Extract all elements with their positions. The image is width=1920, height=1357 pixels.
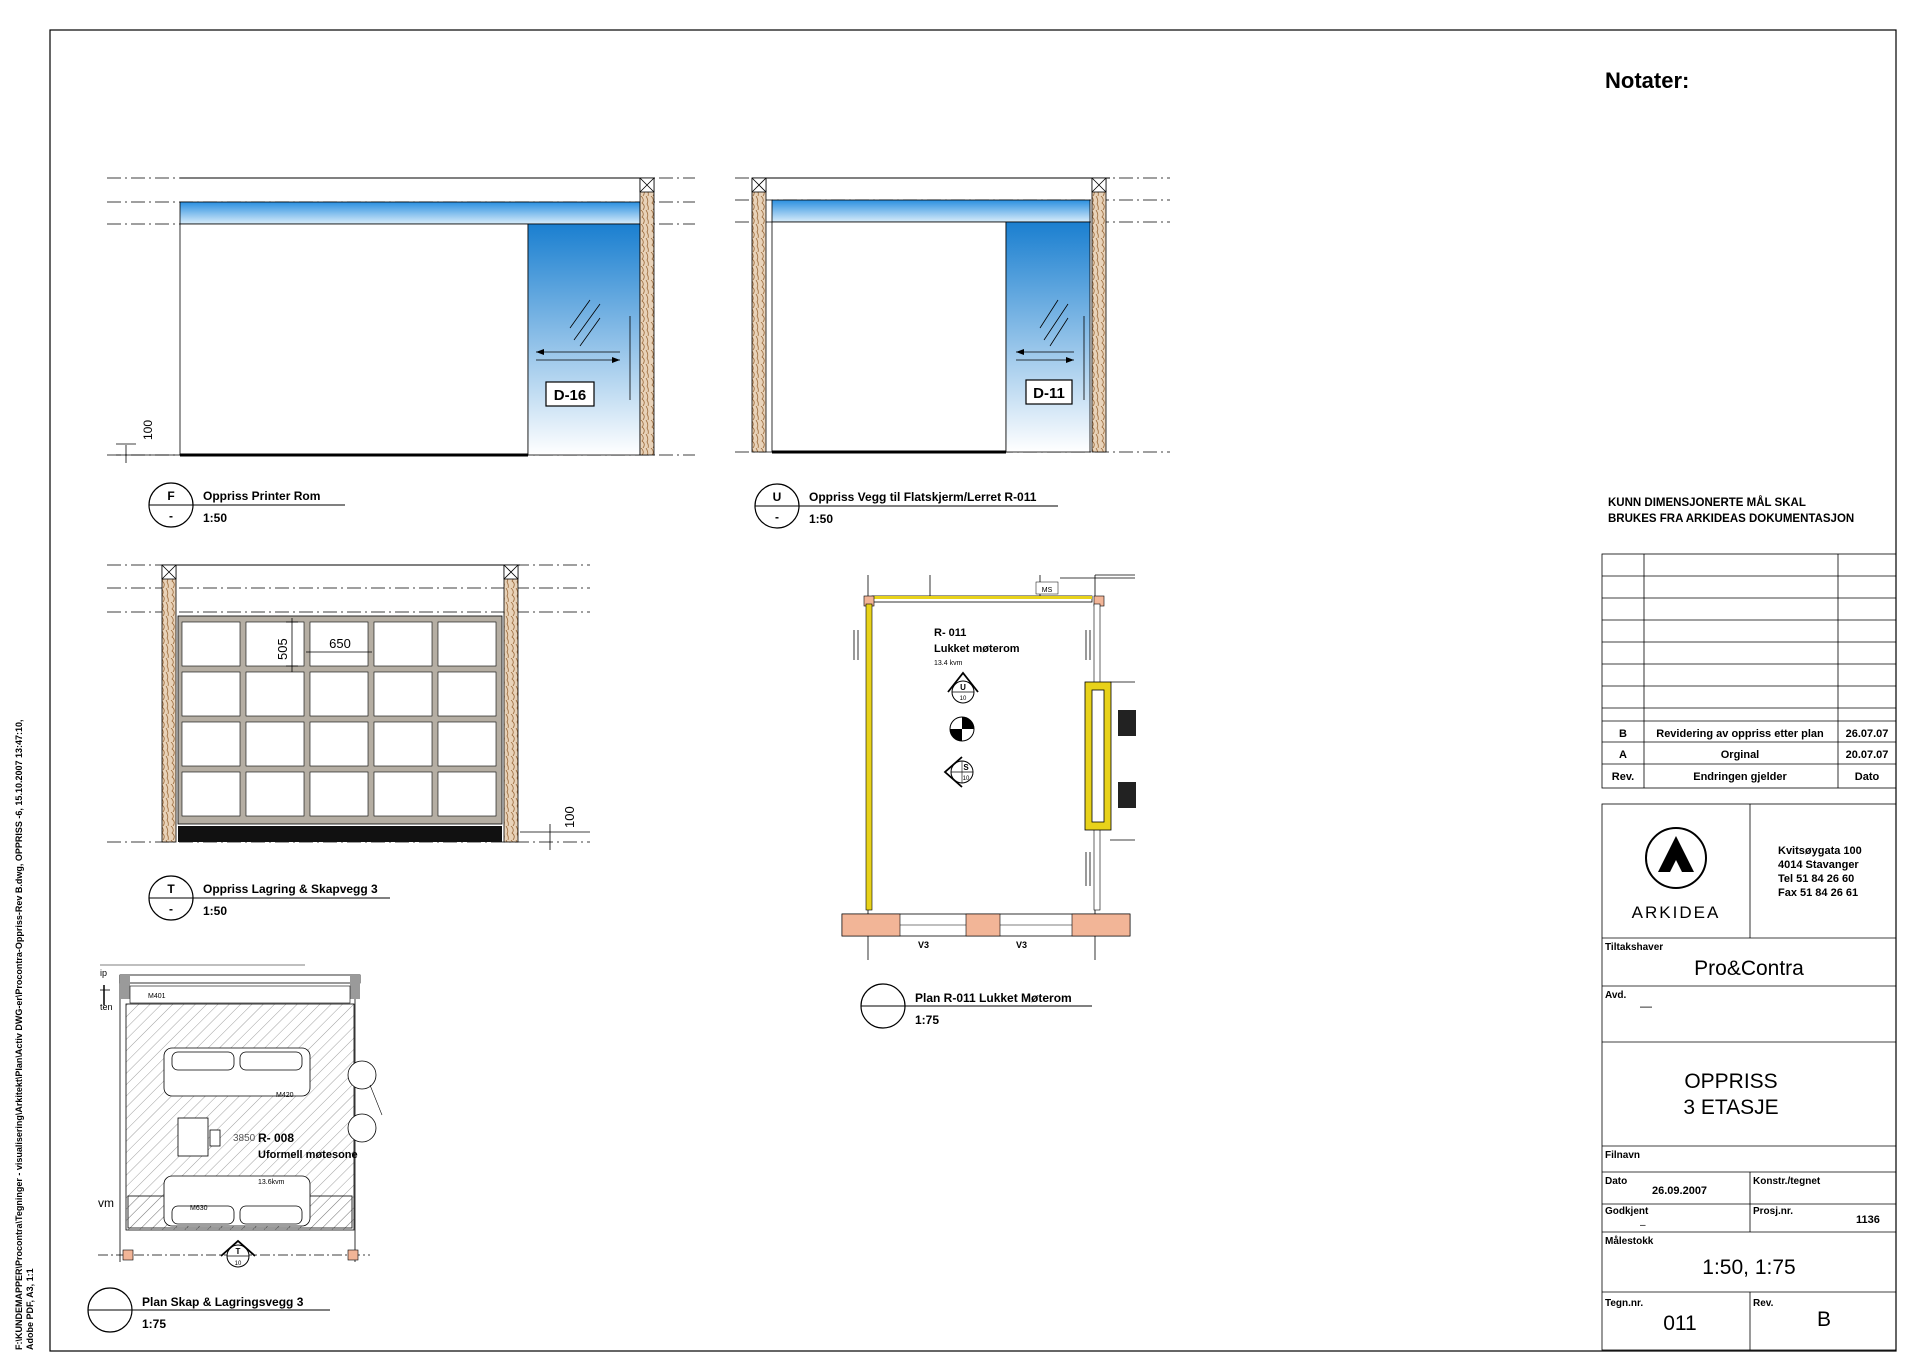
dim-t-100: 100 [562, 806, 577, 828]
side-path-text-2: Adobe PDF, A3, 1:1 [25, 1268, 35, 1350]
dim-skap-3850: 3850 [233, 1133, 256, 1144]
view-letter-t: T [167, 882, 175, 896]
prosj-label: Prosj.nr. [1753, 1206, 1794, 1217]
rev-row-b-date: 26.07.07 [1845, 728, 1889, 740]
ms-label: MS [1041, 587, 1053, 594]
marker-s-num: 10 [962, 776, 970, 782]
malestokk-label: Målestokk [1605, 1236, 1654, 1247]
elevation-u [735, 178, 1170, 528]
view-scale-f: 1:50 [203, 511, 228, 525]
rev-row-a-text: Orginal [1720, 749, 1760, 761]
view-sub-f: - [169, 509, 173, 523]
view-title-t: Oppriss Lagring & Skapvegg 3 [203, 882, 378, 896]
godkjent-value: – [1640, 1220, 1646, 1231]
dim-t-650: 650 [329, 636, 351, 651]
view-title-u: Oppriss Vegg til Flatskjerm/Lerret R-011 [809, 490, 1037, 504]
marker-t-num: 10 [234, 1261, 242, 1267]
elevation-t [107, 565, 590, 920]
drawing-title-2: 3 ETASJE [1683, 1096, 1779, 1119]
tiltakshaver-label: Tiltakshaver [1605, 942, 1664, 953]
address-line-1: Kvitsøygata 100 [1778, 845, 1862, 857]
label-m630: M630 [190, 1205, 208, 1212]
marker-s-letter: S [963, 763, 969, 772]
view-title-skap: Plan Skap & Lagringsvegg 3 [142, 1295, 304, 1309]
view-sub-t: - [169, 902, 173, 916]
room-area-r008: 13.6kvm [258, 1179, 285, 1186]
room-no-r008: R- 008 [258, 1131, 295, 1145]
view-letter-f: F [167, 489, 175, 503]
prosj-value: 1136 [1856, 1214, 1880, 1226]
tel-line: Tel 51 84 26 60 [1778, 873, 1855, 885]
rev-header-rev: Rev. [1611, 771, 1635, 783]
dim-t-505: 505 [275, 638, 290, 660]
elevation-f [107, 178, 695, 527]
marker-u-num: 10 [959, 696, 967, 702]
frag-ten: ten [100, 1002, 113, 1012]
warning-line-1: KUNN DIMENSJONERTE MÅL SKAL [1608, 497, 1806, 509]
view-sub-u: - [775, 510, 779, 524]
avd-label: Avd. [1605, 990, 1627, 1001]
room-no-r011: R- 011 [934, 627, 967, 639]
room-name-r008: Uformell møtesone [258, 1149, 358, 1161]
rev-row-b-rev: B [1619, 728, 1627, 740]
door-tag-d16: D-16 [553, 387, 587, 404]
view-title-f: Oppriss Printer Rom [203, 489, 321, 503]
view-scale-t: 1:50 [203, 904, 228, 918]
rev-header-text: Endringen gjelder [1693, 771, 1787, 783]
window-v3-2: V3 [1016, 940, 1028, 950]
tiltakshaver-value: Pro&Contra [1694, 957, 1804, 980]
rev-row-a-date: 20.07.07 [1845, 749, 1889, 761]
view-letter-u: U [772, 490, 782, 504]
side-path-text: F:\KUNDEMAPPER\Procontra\Tegninger - visualisering\Arkitekt\Plan\Activ DWG-er\Procontra-Oppriss-Rev B.dwg, OPPRISS -6, 15.10.2007 13:47:10, [14, 719, 24, 1350]
marker-u-letter: U [960, 683, 966, 692]
view-title-r011: Plan R-011 Lukket Møterom [915, 991, 1072, 1005]
notes-title: Notater: [1605, 68, 1690, 93]
plan-skap [88, 965, 382, 1332]
door-tag-d11: D-11 [1033, 385, 1065, 402]
window-v3-1: V3 [918, 940, 930, 950]
malestokk-value: 1:50, 1:75 [1702, 1256, 1796, 1279]
plan-r011 [842, 575, 1136, 1028]
rev-value: B [1816, 1308, 1832, 1331]
label-m420: M420 [276, 1092, 294, 1099]
tegnnr-label: Tegn.nr. [1605, 1298, 1644, 1309]
view-scale-skap: 1:75 [142, 1317, 167, 1331]
konstr-label: Konstr./tegnet [1753, 1176, 1821, 1187]
dato-label: Dato [1605, 1176, 1628, 1187]
company-name: ARKIDEA [1631, 903, 1721, 922]
fax-line: Fax 51 84 26 61 [1778, 887, 1859, 899]
label-m401: M401 [148, 993, 166, 1000]
frag-vm: vm [98, 1196, 114, 1210]
rev-header-date: Dato [1854, 771, 1880, 783]
warning-line-2: BRUKES FRA ARKIDEAS DOKUMENTASJON [1608, 513, 1855, 525]
avd-value: — [1640, 999, 1652, 1013]
tegnnr-value: 011 [1663, 1312, 1697, 1335]
frag-ip: ip [100, 968, 108, 978]
arkidea-logo [1646, 828, 1706, 888]
dato-value: 26.09.2007 [1652, 1185, 1708, 1197]
godkjent-label: Godkjent [1605, 1206, 1649, 1217]
rev-row-a-rev: A [1619, 749, 1627, 761]
dim-f-100: 100 [141, 419, 155, 440]
rev-label: Rev. [1753, 1298, 1774, 1309]
room-area-r011: 13.4 kvm [934, 660, 963, 667]
rev-row-b-text: Revidering av oppriss etter plan [1656, 728, 1824, 740]
marker-t-letter: T [235, 1247, 241, 1256]
room-name-r011: Lukket møterom [934, 643, 1020, 655]
view-scale-r011: 1:75 [915, 1013, 940, 1027]
drawing-title-1: OPPRISS [1684, 1070, 1778, 1093]
address-line-2: 4014 Stavanger [1778, 859, 1859, 871]
filnavn-label: Filnavn [1605, 1150, 1641, 1161]
view-scale-u: 1:50 [809, 512, 834, 526]
